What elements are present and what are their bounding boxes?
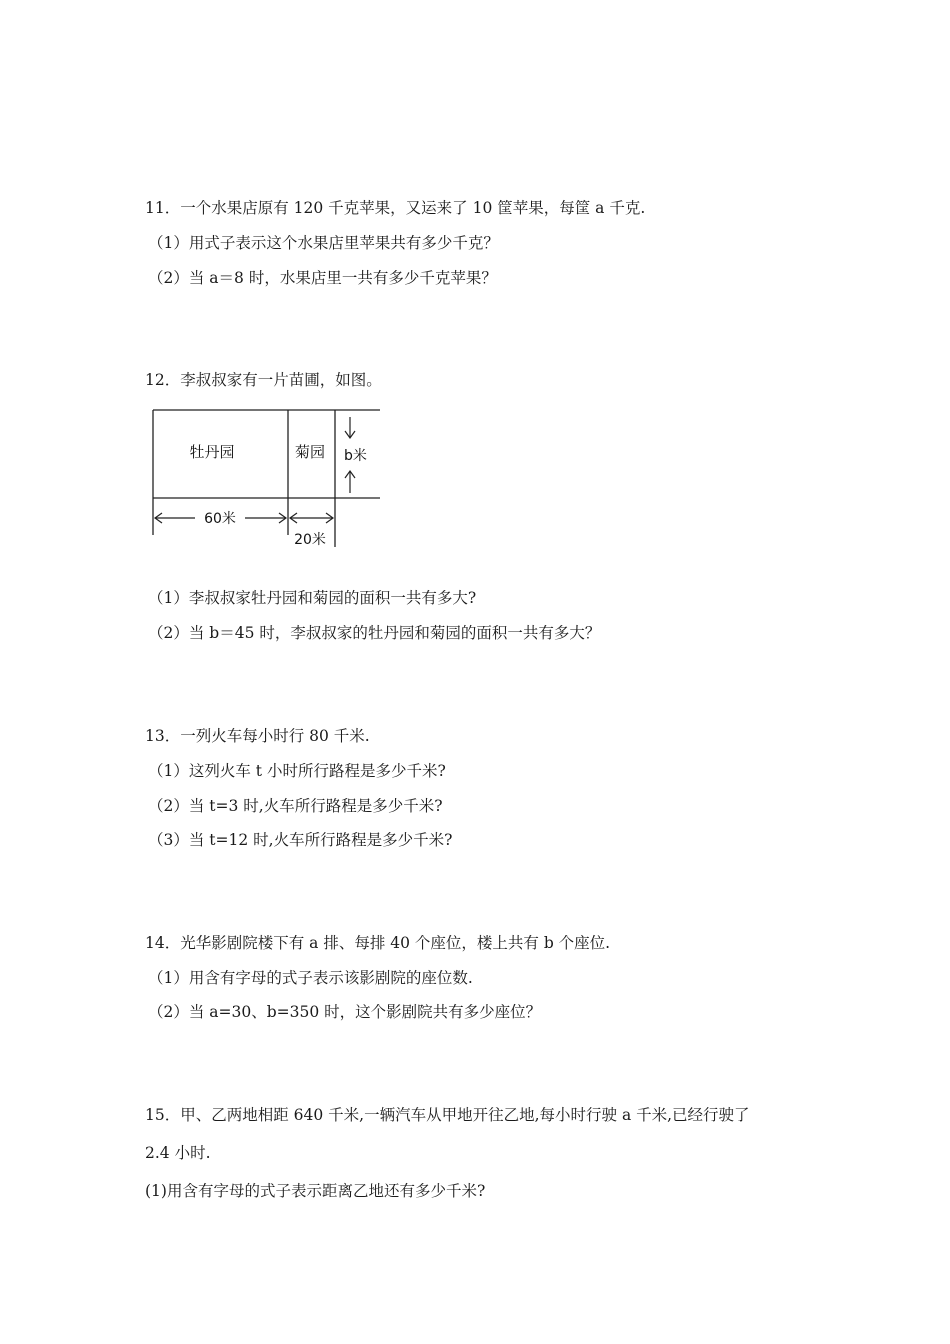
problem-14-part-2: （2）当 a=30、b=350 时，这个影剧院共有多少座位？ bbox=[148, 1003, 542, 1021]
problem-13-part-1: （1）这列火车 t 小时所行路程是多少千米? bbox=[148, 762, 446, 780]
problem-13-part-2: （2）当 t=3 时,火车所行路程是多少千米? bbox=[148, 797, 443, 815]
problem-13-part-3: （3）当 t=12 时,火车所行路程是多少千米? bbox=[148, 831, 453, 849]
nursery-figure bbox=[150, 405, 390, 550]
problem-12-part-1: （1）李叔叔家牡丹园和菊园的面积一共有多大? bbox=[148, 589, 477, 607]
width-20-arrow-icon bbox=[290, 513, 333, 523]
problem-15-part-1: (1)用含有字母的式子表示距离乙地还有多少千米? bbox=[145, 1182, 486, 1200]
problem-15-stem-line-2: 2.4 小时. bbox=[145, 1144, 211, 1162]
problem-12-part-2: （2）当 b＝45 时，李叔叔家的牡丹园和菊园的面积一共有多大？ bbox=[148, 624, 601, 642]
problem-15-stem-line-1: 15．甲、乙两地相距 640 千米,一辆汽车从甲地开往乙地,每小时行驶 a 千米,已经行驶了 bbox=[145, 1106, 750, 1124]
height-label: b米 bbox=[344, 448, 367, 464]
peony-garden-label: 牡丹园 bbox=[189, 443, 235, 461]
problem-11-part-2: （2）当 a＝8 时，水果店里一共有多少千克苹果？ bbox=[148, 269, 497, 287]
problem-12-stem: 12．李叔叔家有一片苗圃，如图。 bbox=[145, 371, 382, 389]
problem-11-part-1: （1）用式子表示这个水果店里苹果共有多少千克？ bbox=[148, 234, 499, 252]
chrysanthemum-garden-label: 菊园 bbox=[294, 443, 326, 461]
width-60-label: 60米 bbox=[204, 511, 236, 527]
problem-14-stem: 14．光华影剧院楼下有 a 排、每排 40 个座位，楼上共有 b 个座位. bbox=[145, 934, 611, 952]
problem-11-stem: 11．一个水果店原有 120 千克苹果，又运来了 10 筐苹果，每筐 a 千克. bbox=[145, 199, 646, 217]
width-20-label: 20米 bbox=[294, 532, 326, 548]
problem-14-part-1: （1）用含有字母的式子表示该影剧院的座位数. bbox=[148, 969, 473, 987]
problem-13-stem: 13．一列火车每小时行 80 千米. bbox=[145, 727, 370, 745]
